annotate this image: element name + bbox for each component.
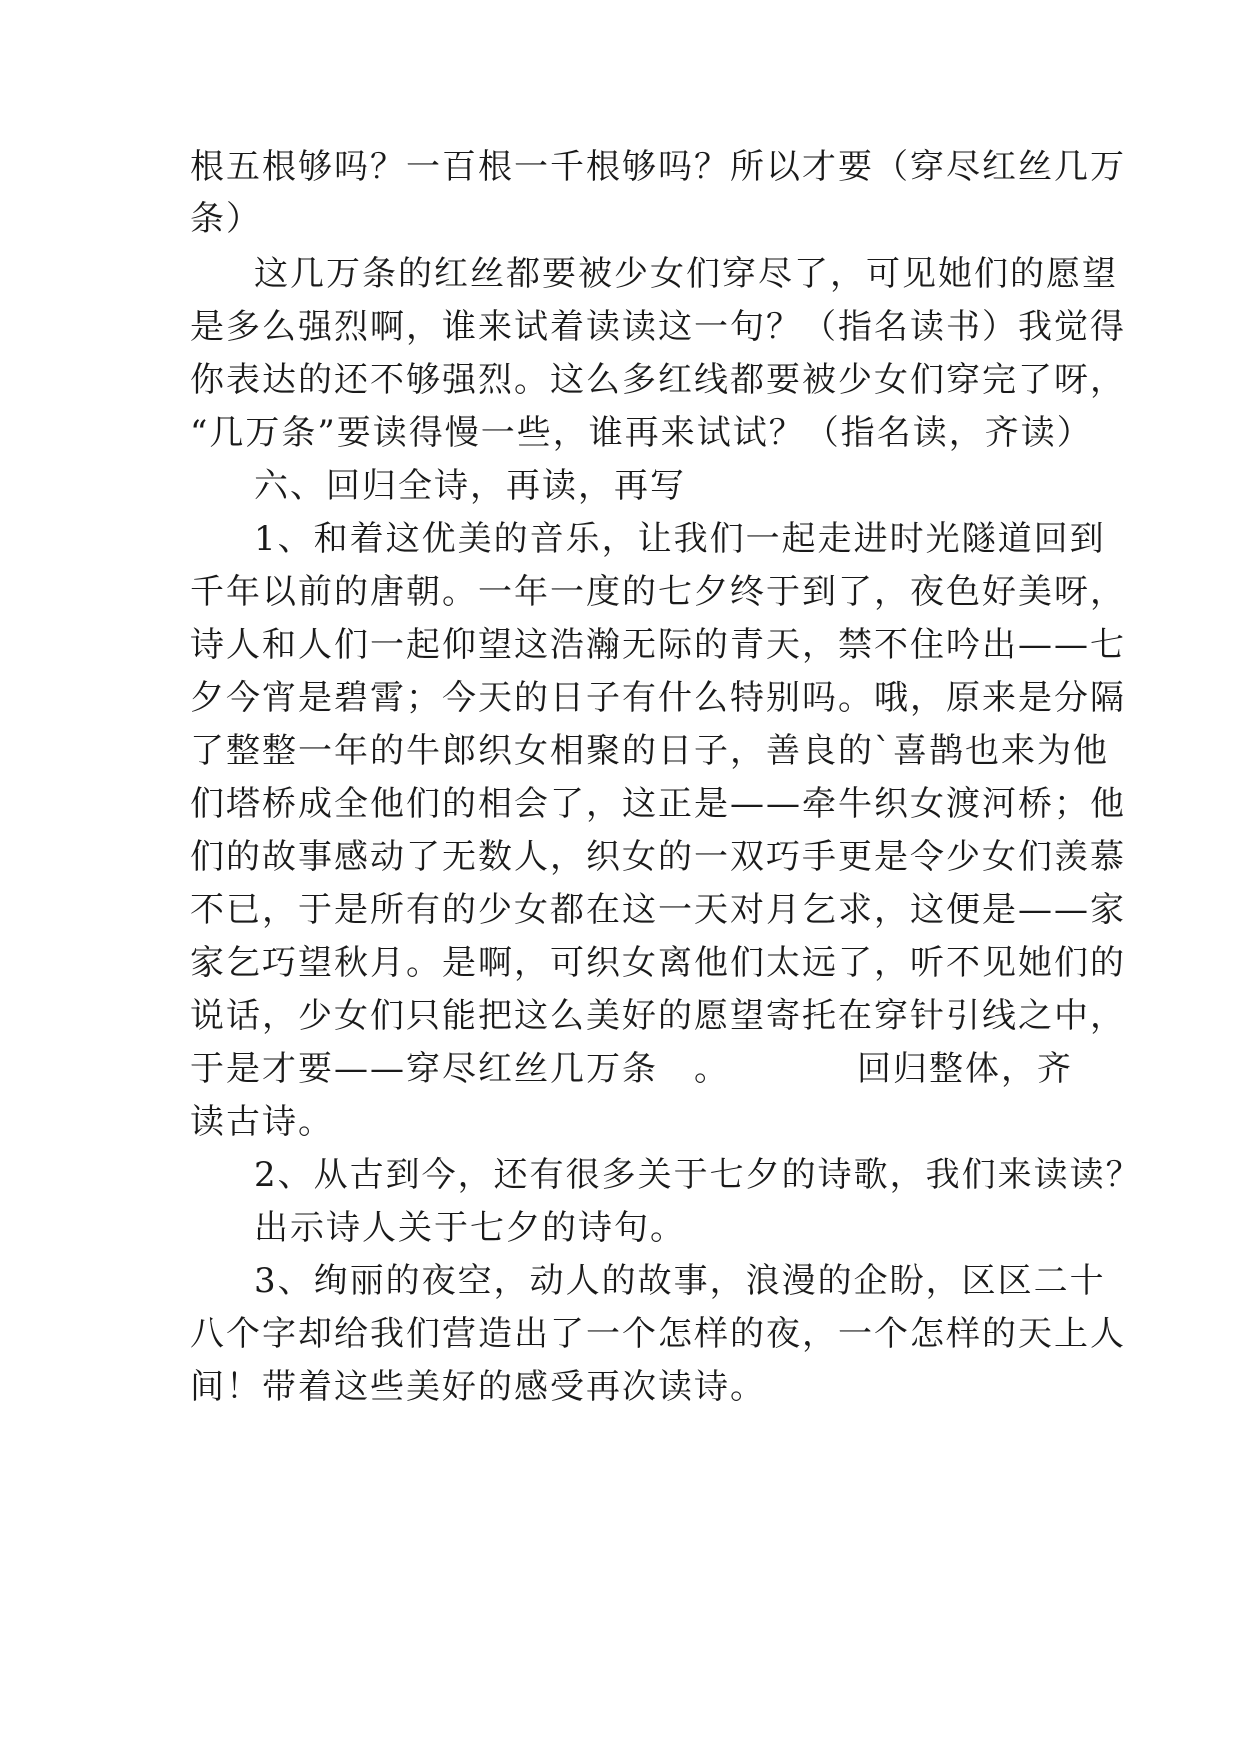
text-line: 八个字却给我们营造出了一个怎样的夜，一个怎样的天上人: [190, 1314, 1126, 1354]
text-line: 2、从古到今，还有很多关于七夕的诗歌，我们来读读？: [254, 1155, 1142, 1195]
text-line: 千年以前的唐朝。一年一度的七夕终于到了，夜色好美呀，: [190, 572, 1126, 612]
text-line: 夕今宵是碧霄；今天的日子有什么特别吗。哦，原来是分隔: [190, 678, 1126, 718]
section-heading: 六、回归全诗，再读，再写: [254, 466, 686, 506]
text-line: 说话，少女们只能把这么美好的愿望寄托在穿针引线之中，: [190, 996, 1126, 1036]
text-line: 家乞巧望秋月。是啊，可织女离他们太远了，听不见她们的: [190, 943, 1126, 983]
text-line: 1、和着这优美的音乐，让我们一起走进时光隧道回到: [254, 519, 1106, 559]
text-line: 们的故事感动了无数人，织女的一双巧手更是令少女们羡慕: [190, 837, 1126, 877]
text-line: 出示诗人关于七夕的诗句。: [254, 1208, 686, 1248]
text-line: 条）: [190, 199, 262, 239]
text-line: 读古诗。: [190, 1102, 334, 1142]
text-line: 是多么强烈啊，谁来试着读读这一句？（指名读书）我觉得: [190, 307, 1126, 347]
text-line: 你表达的还不够强烈。这么多红线都要被少女们穿完了呀，: [190, 360, 1126, 400]
text-line: 不已，于是所有的少女都在这一天对月乞求，这便是——家: [190, 890, 1126, 930]
text-line: 3、绚丽的夜空，动人的故事，浪漫的企盼，区区二十: [254, 1261, 1106, 1301]
text-line: 诗人和人们一起仰望这浩瀚无际的青天，禁不住吟出——七: [190, 625, 1126, 665]
text-line: 间！带着这些美好的感受再次读诗。: [190, 1367, 766, 1407]
text-line: 这几万条的红丝都要被少女们穿尽了，可见她们的愿望: [254, 254, 1118, 294]
text-line: 了整整一年的牛郎织女相聚的日子，善良的`喜鹊也来为他: [190, 731, 1109, 771]
text-line: 根五根够吗？一百根一千根够吗？所以才要（穿尽红丝几万: [190, 147, 1126, 187]
text-line: 们塔桥成全他们的相会了，这正是——牵牛织女渡河桥；他: [190, 784, 1126, 824]
text-line: 于是才要——穿尽红丝几万条 。 回归整体，齐: [190, 1049, 1073, 1089]
text-line: “几万条”要读得慢一些，谁再来试试？（指名读，齐读）: [190, 413, 1093, 453]
